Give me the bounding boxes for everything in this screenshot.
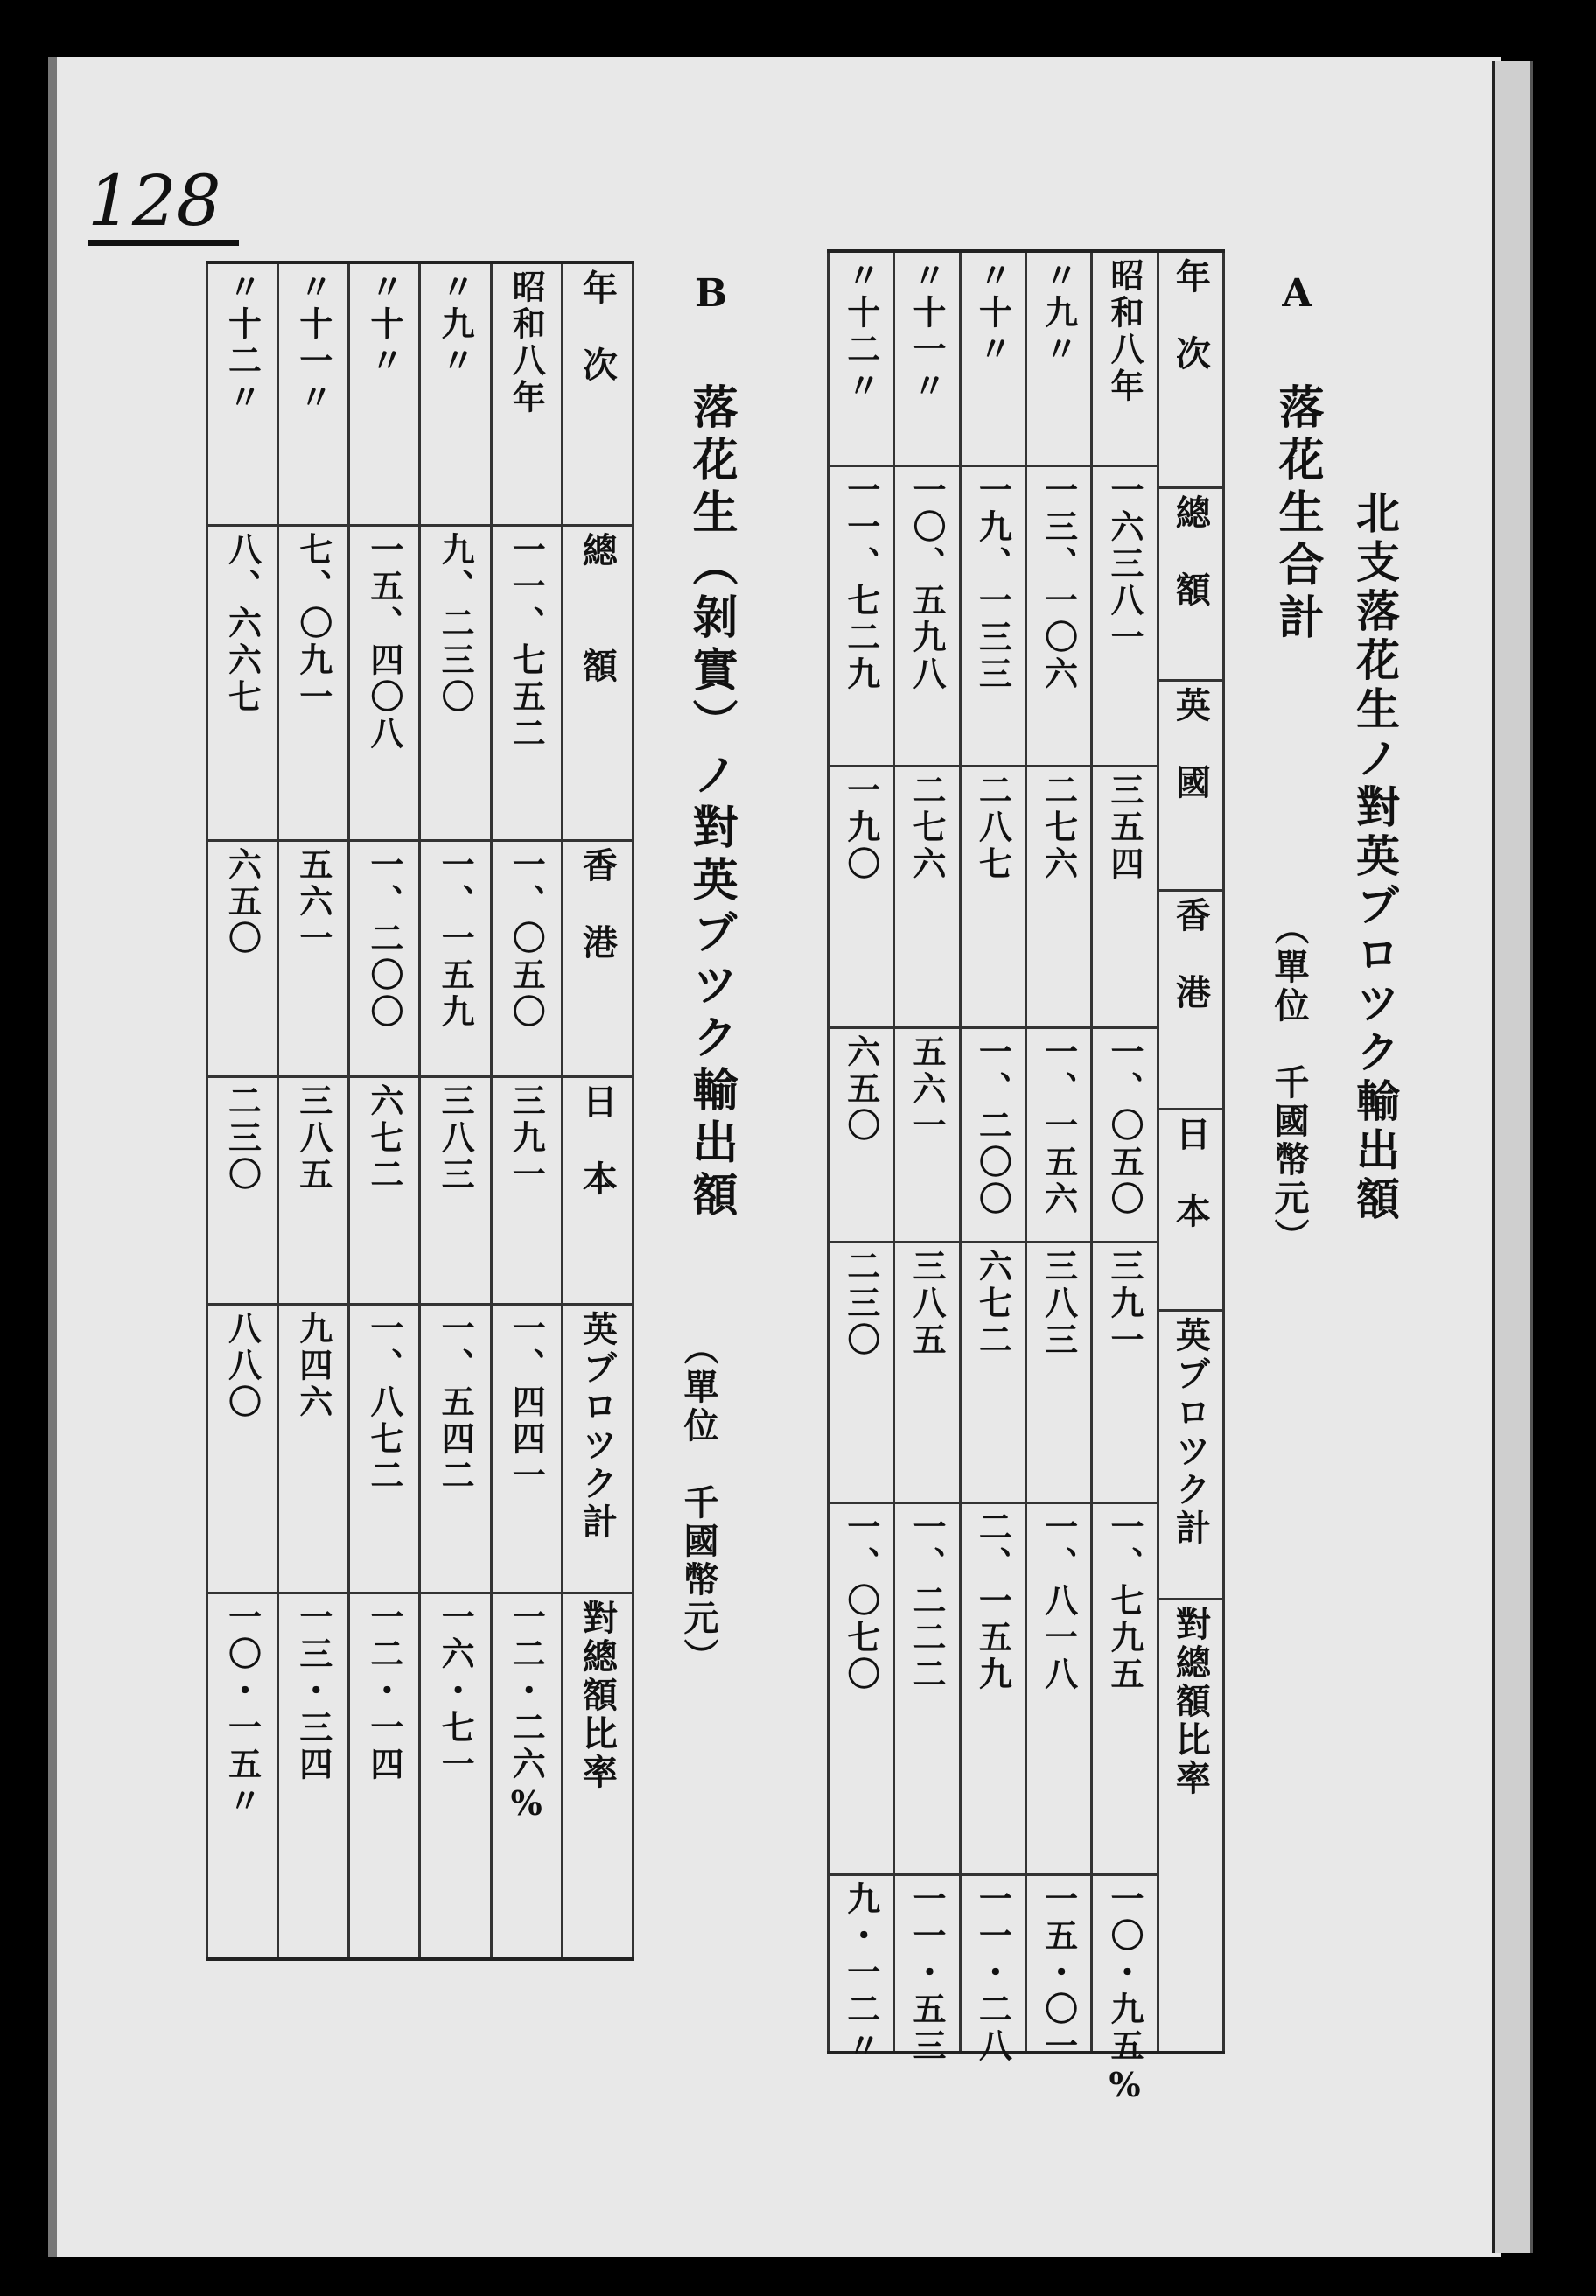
- a-cell: [1027, 767, 1090, 1029]
- a-cell: [1093, 253, 1156, 467]
- a-cell: [1093, 1029, 1156, 1243]
- a-cell: [830, 1504, 892, 1876]
- a-col-headers: [1159, 253, 1225, 2051]
- section-b-mark: B: [689, 271, 733, 323]
- page-number: 128: [88, 166, 239, 246]
- a-col-row4: [895, 253, 961, 2065]
- a-cell: [830, 467, 892, 768]
- a-header-cell: [1159, 1312, 1222, 1600]
- cell-text: 一、〇七〇: [841, 1509, 881, 1694]
- cell-text: 一〇、五九八: [907, 472, 948, 693]
- a-col-row2: [1027, 253, 1093, 2065]
- a-cell: [962, 467, 1025, 768]
- cell-text: 一六三八一: [1105, 472, 1144, 656]
- a-header-cell: [1159, 489, 1222, 682]
- a-cell: [895, 1876, 958, 2065]
- section-b-heading: [678, 271, 744, 1223]
- cell-text: 一、〇五〇: [1105, 1033, 1144, 1218]
- cell-text: 總 額: [1170, 494, 1212, 610]
- cell-text: 對總額比率: [1170, 1606, 1212, 1798]
- a-cell: [830, 1876, 892, 2065]
- b-col-row4: 〃十一〃 七、〇九一 五六一 三八五 九四六 一三・三四: [279, 264, 350, 1957]
- b-col-row5: 〃十二〃 八、六六七 六五〇 二三〇 八八〇 一〇・一五〃: [206, 264, 279, 1957]
- cell-text: 二七六: [907, 773, 948, 884]
- a-col-row5: [827, 253, 895, 2065]
- cell-text: 昭和八年: [1105, 258, 1144, 405]
- a-cell: [1027, 1029, 1090, 1243]
- a-cell: [830, 1243, 892, 1505]
- a-header-cell: [1159, 892, 1222, 1110]
- a-cell: [962, 1876, 1025, 2065]
- cell-text: 香 港: [1170, 897, 1212, 1012]
- cell-text: 年 次: [1170, 258, 1212, 374]
- cell-text: 三八三: [1039, 1248, 1079, 1359]
- section-a-table: [827, 249, 1225, 2108]
- a-cell: [895, 253, 958, 467]
- cell-text: 一一、七二九: [841, 472, 881, 693]
- a-cell: [895, 1504, 958, 1876]
- book-edge: [1492, 61, 1533, 2253]
- section-a-unit: （單位 千國幣元）: [1269, 910, 1310, 1256]
- a-cell: [895, 1243, 958, 1505]
- document-title: 北支落花生ノ對英ブロツク輸出額: [1349, 490, 1401, 1225]
- a-cell: [830, 253, 892, 467]
- cell-text: 英ブロツク計: [1170, 1317, 1212, 1548]
- cell-text: 一、二〇〇: [973, 1033, 1013, 1218]
- cell-text: 一三、一〇六: [1039, 472, 1079, 693]
- a-cell: [962, 253, 1025, 467]
- section-a-heading: [1264, 271, 1330, 646]
- cell-text: 〃十〃: [973, 258, 1013, 368]
- b-col-row2: 〃九〃 九、二三〇 一、一五九 三八三 一、五四二 一六・七一: [421, 264, 492, 1957]
- cell-text: 一、二二二: [907, 1509, 948, 1694]
- cell-text: 一〇・九五%: [1105, 1880, 1144, 2108]
- a-cell: [895, 1029, 958, 1243]
- cell-text: 九・一二〃: [841, 1880, 881, 2065]
- cell-text: 〃九〃: [1039, 258, 1079, 368]
- cell-text: 一、八一八: [1039, 1509, 1079, 1694]
- cell-text: 一、七九五: [1105, 1509, 1144, 1694]
- cell-text: 六五〇: [841, 1033, 881, 1144]
- a-cell: [1027, 1504, 1090, 1876]
- a-cell: [962, 1504, 1025, 1876]
- cell-text: 二三〇: [841, 1248, 881, 1359]
- b-col-row1: 昭和八年 一一、七五二 一、〇五〇 三九一 一、四四一 一二・二六%: [493, 264, 564, 1957]
- section-a-mark: A: [1275, 271, 1320, 323]
- a-header-cell: [1159, 1110, 1222, 1312]
- cell-text: 日 本: [1170, 1116, 1212, 1231]
- cell-text: 三八五: [907, 1248, 948, 1359]
- a-cell: [1027, 467, 1090, 768]
- a-col-row3: [962, 253, 1027, 2065]
- a-cell: [962, 1243, 1025, 1505]
- cell-text: 一九〇: [841, 773, 881, 884]
- a-cell: [1093, 767, 1156, 1029]
- cell-text: 英 國: [1170, 687, 1212, 802]
- a-header-cell: [1159, 1600, 1222, 2012]
- cell-text: 〃十一〃: [907, 258, 948, 405]
- a-cell: [1093, 1243, 1156, 1505]
- cell-text: 六七二: [973, 1248, 1013, 1359]
- cell-text: 一九、一三三: [973, 472, 1013, 693]
- cell-text: 三九一: [1105, 1248, 1144, 1359]
- a-cell: [1093, 1876, 1156, 2108]
- a-cell: [962, 767, 1025, 1029]
- section-b-unit: （單位 千國幣元）: [678, 1330, 719, 1676]
- a-cell: [962, 1029, 1025, 1243]
- cell-text: 五六一: [907, 1033, 948, 1144]
- b-col-headers: 年 次 總 額 香 港 日 本 英ブロツク計 對總額比率: [564, 264, 634, 1957]
- a-cell: [1027, 1876, 1090, 2065]
- a-cell: [1093, 467, 1156, 768]
- a-cell: [830, 767, 892, 1029]
- cell-text: 二、一五九: [973, 1509, 1013, 1694]
- a-cell: [1093, 1504, 1156, 1876]
- a-cell: [895, 767, 958, 1029]
- cell-text: 一、一五六: [1039, 1033, 1079, 1218]
- cell-text: 二八七: [973, 773, 1013, 884]
- cell-text: 〃十二〃: [841, 258, 881, 405]
- a-header-cell: [1159, 682, 1222, 892]
- a-cell: [895, 467, 958, 768]
- cell-text: 一五・〇一: [1039, 1880, 1079, 2065]
- a-col-row1: [1093, 253, 1158, 2108]
- cell-text: 一一・五三: [907, 1880, 948, 2065]
- b-col-row3: 〃十〃 一五、四〇八 一、二〇〇 六七二 一、八七二 一二・一四: [350, 264, 421, 1957]
- a-header-cell: [1159, 253, 1222, 489]
- cell-text: 三五四: [1105, 773, 1144, 884]
- section-b-heading-text: 落花生（剝實）ノ對英ブツク輸出額: [684, 383, 738, 1223]
- section-a-heading-text: 落花生合計: [1270, 383, 1324, 646]
- a-cell: [1027, 253, 1090, 467]
- cell-text: 二七六: [1039, 773, 1079, 884]
- section-b-table: [206, 261, 634, 1961]
- a-cell: [1027, 1243, 1090, 1505]
- a-cell: [830, 1029, 892, 1243]
- cell-text: 一一・二八: [973, 1880, 1013, 2065]
